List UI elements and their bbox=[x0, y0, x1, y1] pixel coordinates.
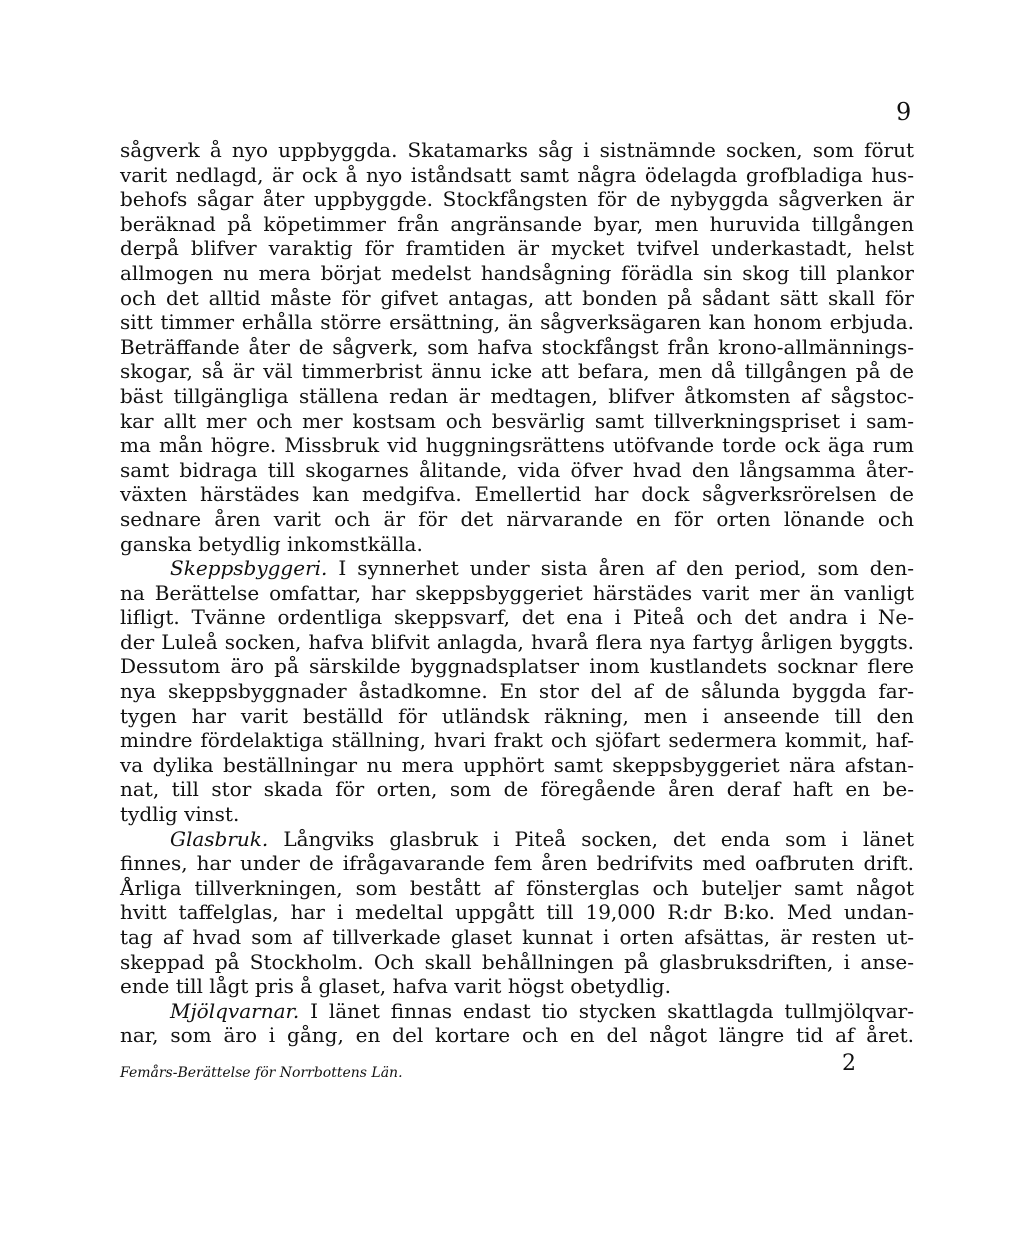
text-line: na Berättelse omfattar, har skeppsbyggeriet härstädes varit mer än vanligt bbox=[120, 580, 914, 605]
text-line: tygen har varit beställd för utländsk räkning, men i anseende till den bbox=[120, 703, 914, 728]
text-line: skogar, så är väl timmerbrist ännu icke att befara, men då tillgången på de bbox=[120, 359, 914, 384]
text-line: bäst tillgängliga ställena redan är medtagen, blifver åtkomsten af sågstoc- bbox=[120, 383, 914, 408]
text-line: beräknad på köpetimmer från angränsande byar, men huruvida tillgången bbox=[120, 211, 914, 236]
text-line: växten härstädes kan medgifva. Emellertid har dock sågverksrörelsen de bbox=[120, 482, 914, 507]
text-line: kar allt mer och mer kostsam och besvärlig samt tillverkningspriset i sam- bbox=[120, 408, 914, 433]
text-line: nat, till stor skada för orten, som de föregående åren deraf haft en be- bbox=[120, 777, 914, 802]
text-line: samt bidraga till skogarnes ålitande, vida öfver hvad den långsamma åter- bbox=[120, 457, 914, 482]
text-line: lifligt. Tvänne ordentliga skeppsvarf, det ena i Piteå och det andra i Ne- bbox=[120, 605, 914, 630]
text-line: ende till lågt pris å glaset, hafva varit högst obetydlig. bbox=[120, 974, 671, 999]
text-line: nar, som äro i gång, en del kortare och en del något längre tid af året. bbox=[120, 1023, 914, 1048]
section-heading: Glasbruk. bbox=[170, 826, 269, 851]
text-line: sågverk å nyo uppbyggda. Skatamarks såg i sistnämnde socken, som förut bbox=[120, 138, 914, 162]
text-line: nya skeppsbyggnader åstadkomne. En stor del af de sålunda byggda far- bbox=[120, 679, 914, 704]
text-line: och det alltid måste för gifvet antagas, att bonden på sådant sätt skall för bbox=[120, 285, 914, 310]
text-line: skeppad på Stockholm. Och skall behållningen på glasbruksdriften, i anse- bbox=[120, 949, 914, 974]
section-mjolqvarnar-line: Mjölqvarnar. I länet finnas endast tio stycken skattlagda tullmjölqvar- bbox=[170, 998, 914, 1023]
text-line: sitt timmer erhålla större ersättning, än sågverksägaren kan honom erbjuda. bbox=[120, 310, 914, 335]
text-line: Beträffande åter de sågverk, som hafva stockfångst från krono-allmännings- bbox=[120, 334, 914, 359]
text-line: ma mån högre. Missbruk vid huggningsrättens utöfvande torde ock äga rum bbox=[120, 433, 914, 458]
text-line: hvitt taffelglas, har i medeltal uppgått till 19,000 R:dr B:ko. Med undan- bbox=[120, 900, 914, 925]
section-heading: Mjölqvarnar. bbox=[170, 998, 300, 1023]
body-text bbox=[120, 138, 914, 1048]
text-line: mindre fördelaktiga ställning, hvari frakt och sjöfart sedermera kommit, haf- bbox=[120, 728, 914, 753]
text-line: Årliga tillverkningen, som bestått af fönsterglas och buteljer samt något bbox=[120, 875, 914, 900]
text-line: tydlig vinst. bbox=[120, 802, 240, 827]
running-footer: Femårs-Berättelse för Norrbottens Län. bbox=[120, 1065, 403, 1081]
text-line: va dylika beställningar nu mera upphört samt skeppsbyggeriet nära afstan- bbox=[120, 752, 914, 777]
signature-mark: 2 bbox=[842, 1051, 856, 1076]
text-line: finnes, har under de ifrågavarande fem åren bedrifvits med oafbruten drift. bbox=[120, 851, 914, 876]
page-number: 9 bbox=[896, 98, 912, 126]
text-line: sednare åren varit och är för det närvarande en för orten lönande och bbox=[120, 506, 914, 531]
text-line: behofs sågar åter uppbyggde. Stockfångsten för de nybyggda sågverken är bbox=[120, 187, 914, 212]
section-glasbruk-line: Glasbruk. Långviks glasbruk i Piteå socken, det enda som i länet bbox=[170, 826, 914, 851]
text-line: derpå blifver varaktig för framtiden är mycket tvifvel underkastadt, helst bbox=[120, 236, 914, 261]
text-line: Dessutom äro på särskilde byggnadsplatser inom kustlandets socknar flere bbox=[120, 654, 914, 679]
text-line: allmogen nu mera börjat medelst handsågning förädla sin skog till plankor bbox=[120, 260, 914, 285]
text-line: varit nedlagd, är ock å nyo iståndsatt samt några ödelagda grofbladiga hus- bbox=[120, 162, 914, 187]
text-line: ganska betydlig inkomstkälla. bbox=[120, 531, 423, 556]
text-line: der Luleå socken, hafva blifvit anlagda, hvarå flera nya fartyg årligen byggts. bbox=[120, 629, 914, 654]
section-skeppsbyggeri-line: Skeppsbyggeri. I synnerhet under sista åren af den period, som den- bbox=[170, 556, 914, 581]
text-line: tag af hvad som af tillverkade glaset kunnat i orten afsättas, är resten ut- bbox=[120, 925, 914, 949]
section-heading: Skeppsbyggeri. bbox=[170, 556, 328, 581]
